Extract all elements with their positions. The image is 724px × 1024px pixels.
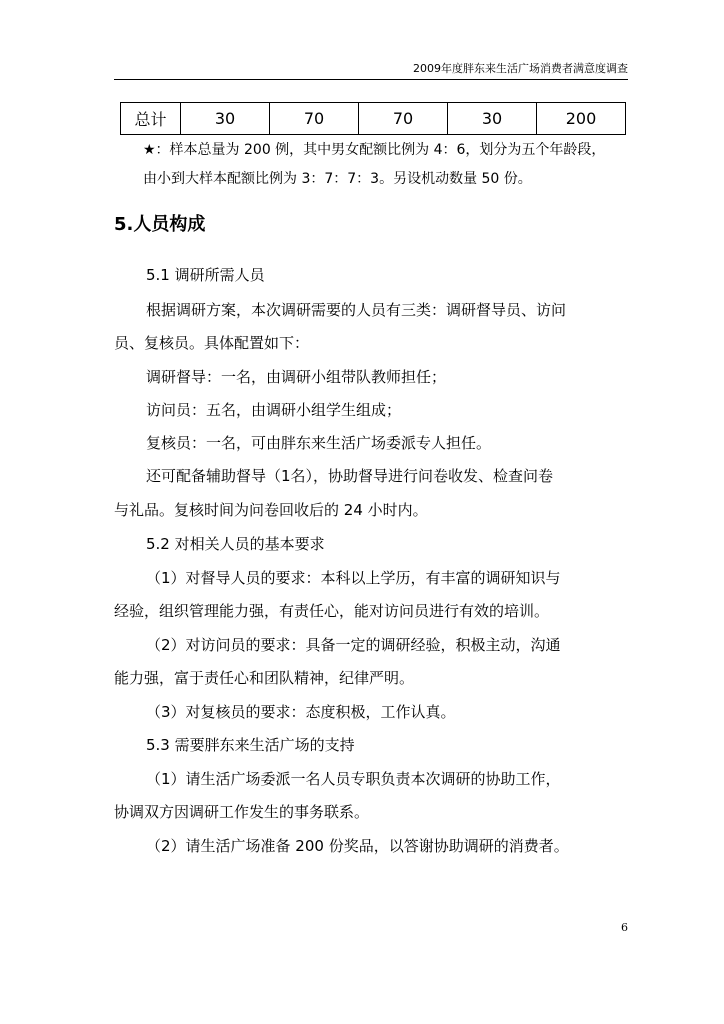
- paragraph-line: 还可配备辅助督导（1名），协助督导进行问卷收发、检查问卷: [146, 467, 554, 485]
- support-line: 协调双方因调研工作发生的事务联系。: [114, 803, 370, 821]
- interviewer-line: 访问员：五名，由调研小组学生组成；: [146, 401, 402, 419]
- table-cell: 30: [181, 103, 270, 135]
- sample-summary-table: [120, 102, 626, 135]
- page-header-title: 2009年度胖东来生活广场消费者满意度调查: [413, 62, 628, 75]
- page-number: 6: [621, 921, 628, 934]
- table-cell: 70: [270, 103, 359, 135]
- subsection-heading-5-2: 5.2 对相关人员的基本要求: [146, 535, 325, 553]
- requirement-line: 能力强，富于责任心和团队精神，纪律严明。: [114, 669, 415, 687]
- requirement-line: （3）对复核员的要求：态度积极，工作认真。: [146, 703, 456, 721]
- support-line: （1）请生活广场委派一名人员专职负责本次调研的协助工作，: [146, 770, 561, 788]
- table-row: [121, 103, 626, 135]
- requirement-line: 经验，组织管理能力强，有责任心，能对访问员进行有效的培训。: [114, 602, 550, 620]
- paragraph-line: 根据调研方案，本次调研需要的人员有三类：调研督导员、访问: [146, 301, 567, 319]
- table-cell-total-value: 200: [537, 103, 626, 135]
- note-line-2: 由小到大样本配额比例为 3：7：7：3。另设机动数量 50 份。: [143, 171, 532, 187]
- section-title: 5.人员构成: [114, 214, 206, 235]
- table-cell: 30: [448, 103, 537, 135]
- support-line: （2）请生活广场准备 200 份奖品，以答谢协助调研的消费者。: [146, 837, 569, 855]
- requirement-line: （1）对督导人员的要求：本科以上学历，有丰富的调研知识与: [146, 569, 561, 587]
- note-line-1: ★：样本总量为 200 例，其中男女配额比例为 4：6，划分为五个年龄段，: [143, 142, 606, 158]
- table-cell: 70: [359, 103, 448, 135]
- header-divider: [114, 79, 628, 80]
- paragraph-line: 与礼品。复核时间为问卷回收后的 24 小时内。: [114, 501, 428, 519]
- table-cell-total-label: 总计: [121, 103, 181, 135]
- requirement-line: （2）对访问员的要求：具备一定的调研经验，积极主动，沟通: [146, 636, 561, 654]
- subsection-heading-5-3: 5.3 需要胖东来生活广场的支持: [146, 736, 355, 754]
- subsection-heading-5-1: 5.1 调研所需人员: [146, 266, 265, 284]
- supervisor-line: 调研督导：一名，由调研小组带队教师担任；: [146, 368, 447, 386]
- reviewer-line: 复核员：一名，可由胖东来生活广场委派专人担任。: [146, 434, 492, 452]
- paragraph-line: 员、复核员。具体配置如下：: [114, 334, 310, 352]
